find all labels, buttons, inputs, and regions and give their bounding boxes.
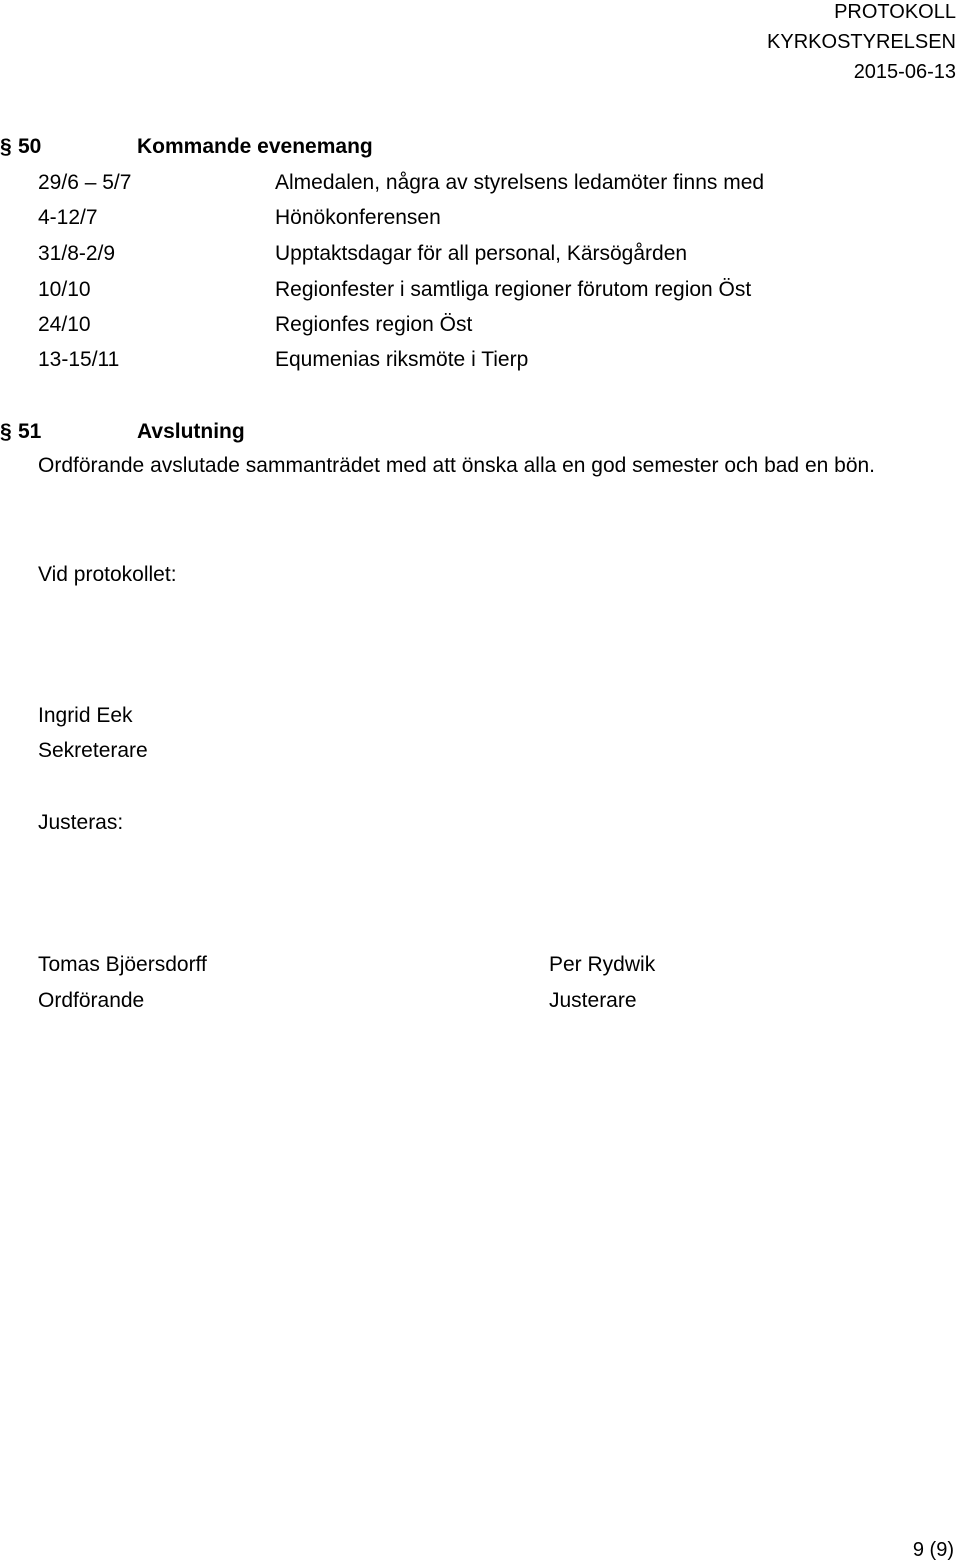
page-number: 9 (9) bbox=[912, 1539, 954, 1561]
section-title: Avslutning bbox=[137, 420, 245, 443]
adjuster-name: Per Rydwik bbox=[549, 953, 656, 976]
event-description: Hönökonferensen bbox=[275, 206, 441, 229]
event-date: 13-15/11 bbox=[38, 348, 120, 371]
event-description: Almedalen, några av styrelsens ledamöter finns med bbox=[275, 171, 765, 194]
event-date: 29/6 – 5/7 bbox=[38, 171, 132, 194]
event-date: 31/8-2/9 bbox=[38, 242, 116, 265]
header-title: PROTOKOLL bbox=[834, 1, 956, 23]
section-number: 51 bbox=[18, 420, 42, 443]
event-description: Upptaktsdagar för all personal, Kärsögården bbox=[275, 242, 688, 265]
event-date: 10/10 bbox=[38, 278, 91, 301]
event-date: 24/10 bbox=[38, 313, 91, 336]
chair-role: Ordförande bbox=[38, 989, 145, 1012]
section-symbol: § bbox=[0, 420, 12, 443]
adjusted-label: Justeras: bbox=[38, 811, 124, 834]
chair-name: Tomas Bjöersdorff bbox=[38, 953, 207, 976]
header-date: 2015-06-13 bbox=[853, 61, 956, 83]
minutes-label: Vid protokollet: bbox=[38, 563, 177, 586]
closing-paragraph: Ordförande avslutade sammanträdet med att önska alla en god semester och bad en bön. bbox=[38, 454, 876, 477]
secretary-name: Ingrid Eek bbox=[38, 704, 133, 727]
section-symbol: § bbox=[0, 135, 12, 158]
event-date: 4-12/7 bbox=[38, 206, 98, 229]
adjuster-role: Justerare bbox=[549, 989, 637, 1012]
event-description: Equmenias riksmöte i Tierp bbox=[275, 348, 529, 371]
event-description: Regionfes region Öst bbox=[275, 313, 473, 336]
section-title: Kommande evenemang bbox=[137, 135, 373, 158]
section-number: 50 bbox=[18, 135, 42, 158]
event-description: Regionfester i samtliga regioner förutom region Öst bbox=[275, 278, 752, 301]
header-organization: KYRKOSTYRELSEN bbox=[767, 31, 956, 53]
secretary-role: Sekreterare bbox=[38, 739, 148, 762]
